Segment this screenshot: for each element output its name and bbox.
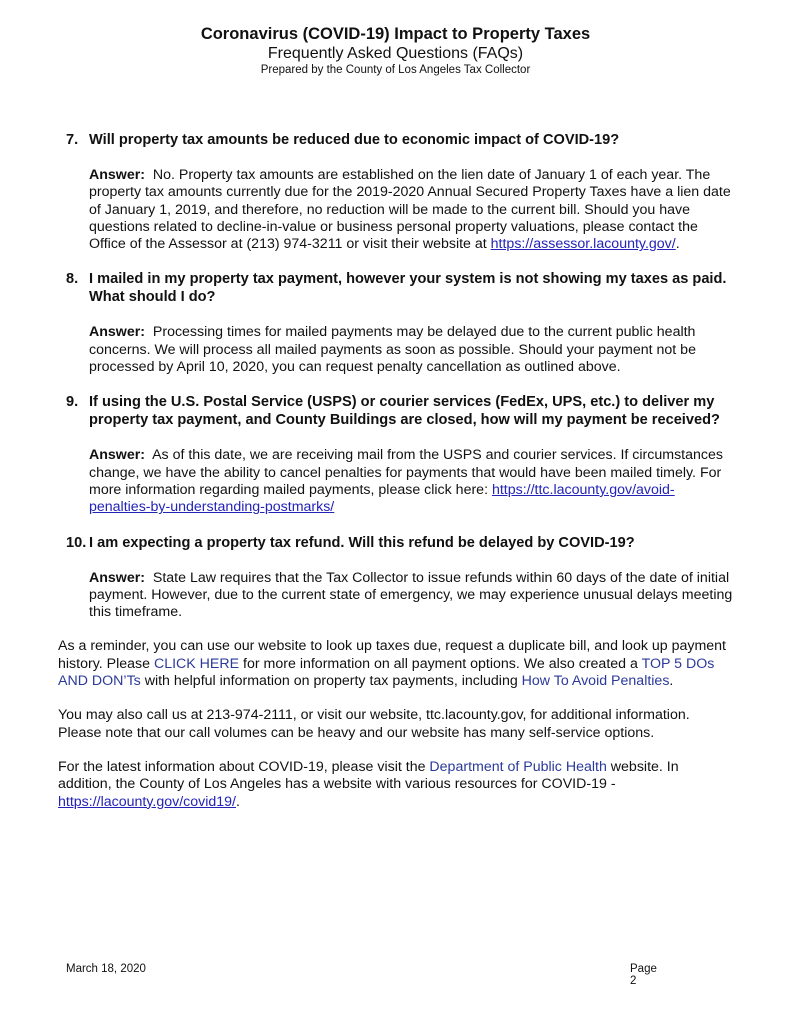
faq-question — [66, 393, 736, 429]
assessor-link[interactable]: https://assessor.lacounty.gov/ — [490, 236, 676, 253]
document-title: Coronavirus (COVID-19) Impact to Property Taxes — [200, 25, 591, 43]
click-here-link[interactable]: CLICK HERE — [153, 655, 240, 672]
faq-question — [66, 270, 736, 306]
latest-info-paragraph — [58, 759, 736, 811]
faq-question-text: I mailed in my property tax payment, however your system is not showing my taxes as paid. What should I do? — [89, 271, 727, 306]
faq-question-text: Will property tax amounts be reduced due to economic impact of COVID-19? — [89, 132, 620, 148]
answer-text: State Law requires that the Tax Collector to issue refunds within 60 days of the date of initial payment. However, due to the current state of emergency, we may experience unusual delays meeting this timeframe. — [89, 569, 733, 621]
faq-answer — [89, 570, 736, 622]
latest-text: website. In addition, the County of Los Angeles has a website with various resources for COVID-19 - — [58, 758, 679, 793]
faq-question-text: I am expecting a property tax refund. Will this refund be delayed by COVID-19? — [89, 534, 635, 551]
contact-paragraph: You may also call us at 213-974-2111, or visit our website, ttc.lacounty.gov, for additional information. Please note that our call volumes can be heavy and our website has many self-service options. — [58, 707, 690, 741]
answer-text: As of this date, we are receiving mail from the USPS and courier services. If circumstances change, we have the ability to cancel penalties for payments that would have been mailed timely. For more information regarding mailed payments, please click here: — [89, 447, 723, 498]
reminder-text: As a reminder, you can use our website to look up taxes due, request a duplicate bill, and look up payment history. Please — [58, 638, 727, 672]
document-header — [0, 24, 791, 78]
covid19-link[interactable]: https://lacounty.gov/covid19/ — [58, 793, 236, 810]
answer-text: Processing times for mailed payments may be delayed due to the current public health concerns. We will process all mailed payments as soon as possible. Should your payment not be processed by April 10, 2020, you can request penalty cancellation as outlined above. — [89, 324, 696, 376]
faq-number: 9. — [66, 394, 79, 411]
faq-answer — [89, 447, 736, 516]
answer-label: Answer: — [89, 569, 145, 586]
reminder-text: with helpful information on property tax payments, including — [140, 673, 522, 690]
faq-question — [66, 131, 736, 149]
prepared-by: Prepared by the County of Los Angeles Tax Collector — [260, 64, 531, 76]
reminder-text: for more information on all payment options. We also created a — [239, 655, 642, 672]
faq-number: 8. — [66, 271, 79, 288]
faq-item-8 — [66, 270, 736, 376]
faq-question-text: If using the U.S. Postal Service (USPS) or courier services (FedEx, UPS, etc.) to deliver my property tax payment, and County Buildings are closed, how will my payment be received? — [89, 394, 720, 429]
answer-tail: . — [675, 236, 680, 253]
avoid-penalties-link[interactable]: How To Avoid Penalties — [521, 673, 670, 690]
postmarks-link[interactable]: https://ttc.lacounty.gov/avoid-penalties-by-understanding-postmarks/ — [89, 481, 675, 516]
faq-item-10 — [66, 534, 736, 622]
answer-text: No. Property tax amounts are established on the lien date of January 1 of each year. The property tax amounts currently due for the 2019-2020 Annual Secured Property Taxes have a lien date of January 1, 2019, and therefore, no reduction will be made to the current bill. Should you have questions related to decline-in-value or business personal property valuations, please contact the Office of the Assessor at (213) 974-3211 or visit their website at — [89, 167, 731, 253]
answer-label: Answer: — [89, 324, 145, 341]
faq-number: 7. — [66, 132, 79, 148]
latest-text: For the latest information about COVID-19, please visit the — [58, 758, 430, 775]
faq-number: 10. — [66, 534, 87, 551]
latest-text: . — [235, 793, 240, 810]
reminder-text: . — [669, 673, 674, 690]
document-subtitle: Frequently Asked Questions (FAQs) — [267, 45, 524, 62]
faq-item-9 — [66, 393, 736, 516]
faq-item-7 — [66, 131, 736, 253]
answer-label: Answer: — [89, 447, 145, 464]
footer-date: March 18, 2020 — [66, 963, 146, 975]
faq-question — [66, 534, 736, 552]
page-footer — [66, 963, 666, 987]
answer-label: Answer: — [89, 167, 145, 183]
reminder-paragraph — [58, 638, 736, 690]
faq-answer — [89, 167, 736, 253]
public-health-link[interactable]: Department of Public Health — [429, 758, 607, 775]
faq-content — [58, 131, 736, 828]
faq-answer — [89, 324, 736, 376]
page-number: Page 2 — [630, 963, 657, 987]
top-5-dos-donts-link[interactable]: TOP 5 DOs AND DON’Ts — [58, 655, 715, 690]
